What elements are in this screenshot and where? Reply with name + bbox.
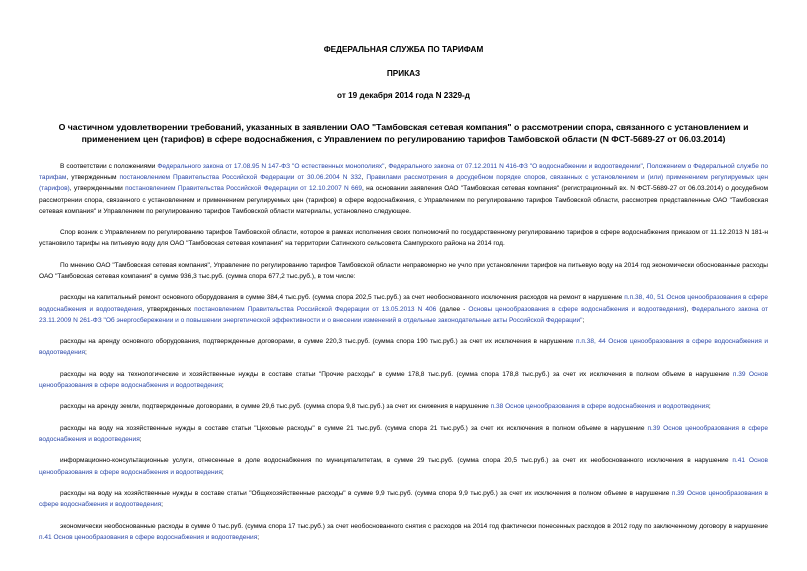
paragraph-text: расходы на воду на хозяйственные нужды в составе статьи "Цеховые расходы" в сумме 21 тыс.руб. (сумма спора 21 тыс.руб.) за счет их исключения в полном объеме в нарушение: [60, 424, 648, 432]
paragraph-text: ;: [257, 533, 260, 541]
document-link[interactable]: Положением о Федеральной службе по тарифам: [39, 163, 769, 182]
document-link[interactable]: Федерального закона от 07.12.2011 N 416-ФЗ "О водоснабжении и водоотведении": [388, 163, 643, 170]
paragraph-text: расходы на воду на хозяйственные нужды в составе статьи "Общехозяйственные расходы" в сумме 9,9 тыс.руб. (сумма спора 9,9 тыс.руб.) за счет их исключения в полном объеме в нарушение: [60, 489, 672, 497]
paragraph-text: ;: [85, 349, 87, 357]
document-link[interactable]: п.39 Основ ценообразования в сфере водоснабжения и водоотведения: [39, 489, 768, 509]
document-link[interactable]: п.41 Основ ценообразования в сфере водоснабжения и водоотведения: [39, 533, 258, 541]
list-item: [39, 455, 768, 477]
document-link[interactable]: Основы ценообразования в сфере водоснабжения и водоотведения: [468, 305, 685, 313]
document-link[interactable]: п.38 Основ ценообразования в сфере водоснабжения и водоотведения: [490, 403, 709, 411]
document-link[interactable]: постановлением Правительства Российской Федерации от 30.06.2004 N 332: [119, 174, 362, 182]
paragraph-text: ;: [161, 501, 163, 509]
document-title: О частичном удовлетворении требований, указанных в заявлении ОАО "Тамбовская сетевая компания" о рассмотрении спора, связанного с установлением и применением цен (тарифов) в сфере водоснабжения, с Управлением по регулированию тарифов Тамбовской области (N ФСТ-5689-27 от 06.03.2014): [58, 122, 749, 144]
paragraph-text: ;: [221, 468, 224, 476]
document-link[interactable]: п.41 Основ ценообразования в сфере водоснабжения и водоотведения: [39, 457, 768, 476]
document-link[interactable]: постановлением Правительства Российской Федерации от 12.10.2007 N 669: [125, 185, 363, 193]
paragraph-text: ,: [361, 174, 367, 182]
paragraph-text: В соответствии с положениями: [60, 163, 158, 170]
paragraph-text: , утвержденных: [142, 305, 195, 313]
paragraph-text: расходы на воду на технологические и хозяйственные нужды в составе статьи "Прочие расходы" в сумме 178,8 тыс.руб. (сумма спора 178,8 тыс.руб.) за счет их исключения в полном объеме в нарушение: [60, 370, 733, 378]
list-item: [39, 336, 768, 358]
paragraph-text: ;: [221, 381, 224, 389]
list-item: [39, 369, 768, 391]
document-link[interactable]: Федерального закона от 23.11.2009 N 261-ФЗ "Об энергосбережении и о повышении энергетической эффективности и о внесении изменений в отдельные законодательные акты Российской Федерации": [39, 305, 769, 324]
document-type-heading: ПРИКАЗ: [386, 69, 421, 78]
document-link[interactable]: Федерального закона от 17.08.95 N 147-ФЗ "О естественных монополиях": [157, 163, 385, 170]
paragraph-text: расходы на аренду земли, подтвержденные договорами, в сумме 29,6 тыс.руб. (сумма спора 9,8 тыс.руб.) за счет их снижения в нарушение: [60, 403, 491, 411]
paragraph-text: ;: [582, 316, 585, 324]
paragraph: [39, 227, 768, 249]
document-link[interactable]: п.39 Основ ценообразования в сфере водоснабжения и водоотведения: [39, 370, 768, 389]
document-link[interactable]: постановлением Правительства Российской Федерации от 13.05.2013 N 406: [194, 305, 437, 313]
paragraph: [39, 260, 768, 282]
paragraph-text: ),: [684, 305, 692, 313]
paragraph-text: , на основании заявления ОАО "Тамбовская сетевая компания" (регистрационный вх. N ФСТ-5689-27 от 06.03.2014) о досудебном рассмотрении спора, связанного с установлением и применением регулируемых цен (тарифов) в сфере водоснабжения, с Управлением по регулированию тарифов Тамбовской области, рассмотрев представленные ОАО "Тамбовская сетевая компания" и Управлением по регулированию тарифов Тамбовской области материалы, установлено следующее.: [39, 185, 768, 215]
paragraph-text: (далее -: [436, 305, 469, 313]
document-link[interactable]: п.п.38, 44 Основ ценообразования в сфере водоснабжения и водоотведения: [39, 338, 768, 357]
paragraph-text: По мнению ОАО "Тамбовская сетевая компания", Управление по регулированию тарифов Тамбовской области неправомерно не учло при установлении тарифов на питьевую воду на 2014 год экономически обоснованные расходы ОАО "Тамбовская сетевая компания" в сумме 936,3 тыс.руб. (сумма спора 677,2 тыс.руб.), в том числе:: [39, 261, 768, 280]
paragraph-text: ;: [708, 403, 711, 411]
paragraph-text: информационно-консультационные услуги, отнесенные в доле водоснабжения по муниципалитетам, в сумме 29 тыс.руб. (сумма спора 20,5 тыс.руб.) за счет их необоснованного исключения в нарушение: [60, 457, 733, 465]
list-item: [39, 521, 768, 543]
paragraph-text: экономически необоснованные расходы в сумме 0 тыс.руб. (сумма спора 17 тыс.руб.) за счет необоснованного снятия с расходов на 2014 год фактически понесенных расходов в 2012 году по заключенному договору в нарушение: [60, 522, 768, 530]
paragraph-text: ,: [642, 163, 647, 170]
paragraph-text: расходы на капитальный ремонт основного оборудования в сумме 384,4 тыс.руб. (сумма спора 202,5 тыс.руб.) за счет необоснованного исключения расходов на ремонт в нарушение: [60, 294, 625, 302]
paragraph-text: , утвержденным: [66, 174, 120, 182]
list-item: [39, 488, 768, 510]
paragraph-text: ;: [139, 435, 142, 443]
document-date-number: от 19 декабря 2014 года N 2329-д: [337, 91, 470, 100]
paragraph-text: , утвержденными: [69, 185, 126, 193]
paragraph-text: Спор возник с Управлением по регулированию тарифов Тамбовской области, которое в рамках исполнения своих полномочий по государственному регулированию тарифов в сфере водоснабжения приказом от 11.12.2013 N 181-н установило тарифы на питьевую воду для ОАО "Тамбовская сетевая компания" на территории Сатинского сельсовета Сампурского района на 2014 год.: [39, 229, 768, 248]
document-link[interactable]: п.39 Основ ценообразования в сфере водоснабжения и водоотведения: [39, 424, 768, 443]
list-item: [39, 292, 768, 326]
paragraph-text: расходы на аренду основного оборудования, подтвержденные договорами, в сумме 220,3 тыс.руб. (сумма спора 190 тыс.руб.) за счет их исключения в нарушение: [60, 338, 576, 346]
document-link[interactable]: Правилами рассмотрения в досудебном порядке споров, связанных с установлением и (или) применением регулируемых цен (тарифов): [39, 174, 768, 193]
paragraph: [39, 161, 768, 217]
list-item: [39, 401, 768, 412]
agency-heading: ФЕДЕРАЛЬНАЯ СЛУЖБА ПО ТАРИФАМ: [323, 45, 484, 54]
list-item: [39, 423, 768, 445]
document-body: [39, 161, 768, 553]
paragraph-text: ,: [384, 163, 389, 170]
document-link[interactable]: п.п.38, 40, 51 Основ ценообразования в сфере водоснабжения и водоотведения: [39, 294, 768, 313]
